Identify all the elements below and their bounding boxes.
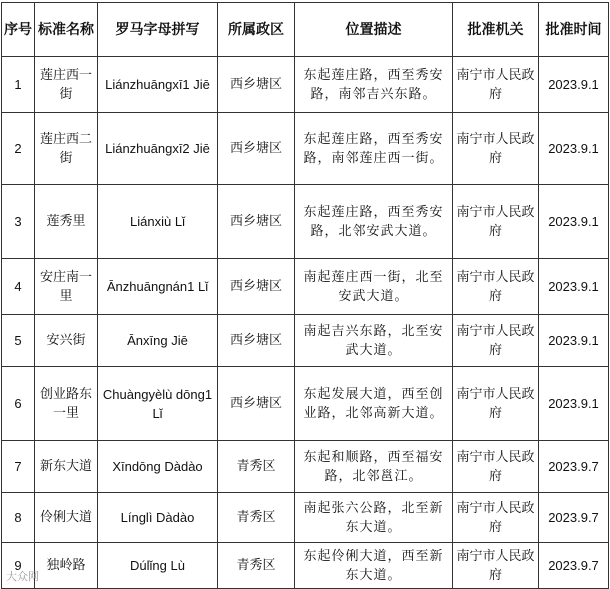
- row-date: 2023.9.7: [539, 493, 609, 543]
- header-row: [2, 3, 609, 57]
- row-location: 东起发展大道，西至创业路，北邻高新大道。: [295, 367, 453, 441]
- row-roman: Liánxiù Lǐ: [98, 185, 218, 259]
- row-date: 2023.9.1: [539, 185, 609, 259]
- row-district: 青秀区: [218, 493, 295, 543]
- row-no: 8: [2, 493, 35, 543]
- row-name: 安兴街: [35, 315, 98, 367]
- row-date: 2023.9.1: [539, 315, 609, 367]
- row-district: 西乡塘区: [218, 367, 295, 441]
- header-authority: 批准机关: [453, 3, 539, 57]
- header-no: 序号: [2, 3, 35, 57]
- row-roman: Dúlǐng Lù: [98, 543, 218, 589]
- header-date: 批准时间: [539, 3, 609, 57]
- row-authority: 南宁市人民政府: [453, 57, 539, 113]
- row-date: 2023.9.1: [539, 57, 609, 113]
- table-row: [2, 57, 609, 113]
- row-no: 2: [2, 113, 35, 185]
- row-district: 西乡塘区: [218, 185, 295, 259]
- row-location: 东起伶俐大道，西至新东大道。: [295, 543, 453, 589]
- row-district: 青秀区: [218, 543, 295, 589]
- header-location: 位置描述: [295, 3, 453, 57]
- row-roman: Liánzhuāngxī1 Jiē: [98, 57, 218, 113]
- row-location: 东起和顺路，西至福安路，北邻邕江。: [295, 441, 453, 493]
- row-authority: 南宁市人民政府: [453, 493, 539, 543]
- row-no: 3: [2, 185, 35, 259]
- table-row: [2, 185, 609, 259]
- row-location: 东起莲庄路，西至秀安路，北邻安武大道。: [295, 185, 453, 259]
- row-district: 西乡塘区: [218, 315, 295, 367]
- row-roman: Chuàngyèlù dōng1 Lǐ: [98, 367, 218, 441]
- row-district: 西乡塘区: [218, 57, 295, 113]
- row-district: 西乡塘区: [218, 113, 295, 185]
- row-no: 5: [2, 315, 35, 367]
- row-authority: 南宁市人民政府: [453, 543, 539, 589]
- row-authority: 南宁市人民政府: [453, 441, 539, 493]
- table-row: [2, 441, 609, 493]
- row-location: 东起莲庄路，西至秀安路，南邻莲庄西一街。: [295, 113, 453, 185]
- row-name: 莲秀里: [35, 185, 98, 259]
- row-district: 西乡塘区: [218, 259, 295, 315]
- row-name: 独岭路: [35, 543, 98, 589]
- header-roman: 罗马字母拼写: [98, 3, 218, 57]
- row-no: 1: [2, 57, 35, 113]
- table-row: [2, 259, 609, 315]
- row-authority: 南宁市人民政府: [453, 315, 539, 367]
- row-date: 2023.9.1: [539, 367, 609, 441]
- table-row: [2, 113, 609, 185]
- header-district: 所属政区: [218, 3, 295, 57]
- row-location: 南起莲庄西一街，北至安武大道。: [295, 259, 453, 315]
- row-roman: Línglì Dàdào: [98, 493, 218, 543]
- row-location: 东起莲庄路，西至秀安路，南邻吉兴东路。: [295, 57, 453, 113]
- row-date: 2023.9.1: [539, 259, 609, 315]
- row-date: 2023.9.1: [539, 113, 609, 185]
- row-roman: Liánzhuāngxī2 Jiē: [98, 113, 218, 185]
- row-no: 7: [2, 441, 35, 493]
- row-authority: 南宁市人民政府: [453, 259, 539, 315]
- row-name: 莲庄西一街: [35, 57, 98, 113]
- row-location: 南起吉兴东路，北至安武大道。: [295, 315, 453, 367]
- row-name: 新东大道: [35, 441, 98, 493]
- row-no: 6: [2, 367, 35, 441]
- row-date: 2023.9.7: [539, 441, 609, 493]
- row-no: 4: [2, 259, 35, 315]
- row-authority: 南宁市人民政府: [453, 113, 539, 185]
- row-roman: Xīndōng Dàdào: [98, 441, 218, 493]
- row-roman: Ānzhuāngnán1 Lǐ: [98, 259, 218, 315]
- row-name: 伶俐大道: [35, 493, 98, 543]
- watermark: 大众网: [6, 570, 39, 583]
- table-row: [2, 493, 609, 543]
- row-roman: Ānxīng Jiē: [98, 315, 218, 367]
- row-district: 青秀区: [218, 441, 295, 493]
- row-location: 南起张六公路，北至新东大道。: [295, 493, 453, 543]
- table-row: [2, 367, 609, 441]
- row-name: 莲庄西二街: [35, 113, 98, 185]
- row-authority: 南宁市人民政府: [453, 367, 539, 441]
- row-name: 创业路东一里: [35, 367, 98, 441]
- place-names-table: [1, 2, 609, 589]
- row-authority: 南宁市人民政府: [453, 185, 539, 259]
- row-date: 2023.9.7: [539, 543, 609, 589]
- table-row: [2, 315, 609, 367]
- table-row: [2, 543, 609, 589]
- header-name: 标准名称: [35, 3, 98, 57]
- row-no: 9: [2, 543, 35, 589]
- row-name: 安庄南一里: [35, 259, 98, 315]
